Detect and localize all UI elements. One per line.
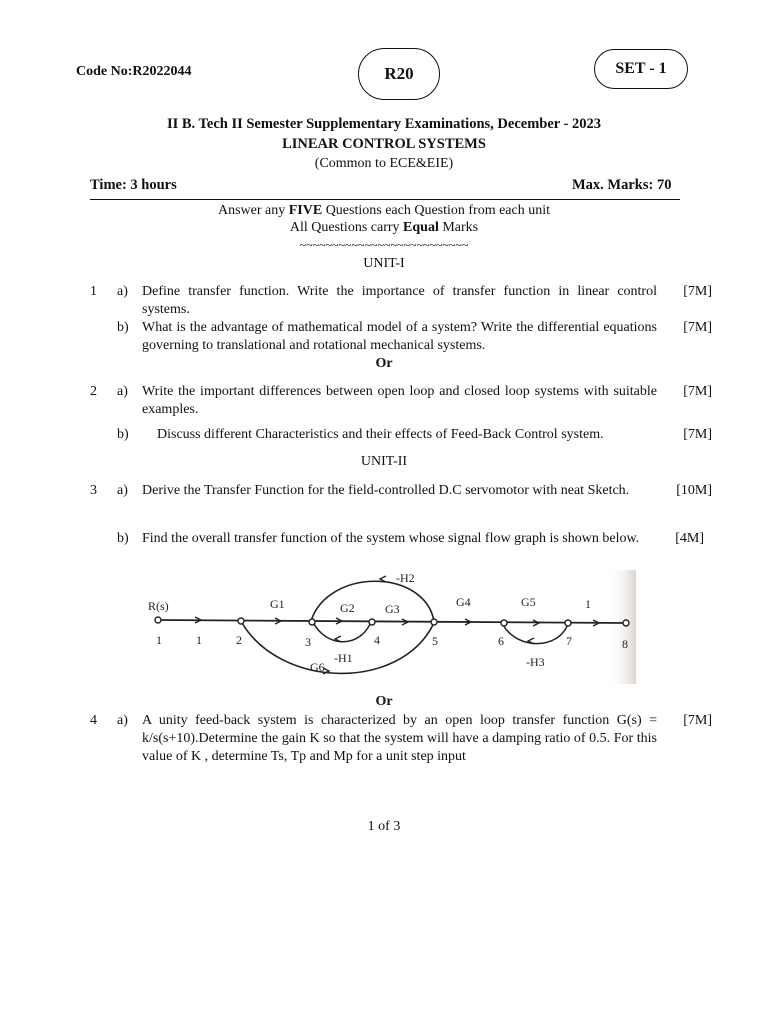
gain-label-g4: G4 — [456, 595, 471, 609]
separator-tildes: ~~~~~~~~~~~~~~~~~~~~~~~~~~ — [299, 238, 469, 252]
q4a-label: a) — [117, 713, 128, 728]
or-divider-1: Or — [375, 356, 393, 371]
node-3 — [309, 619, 315, 625]
max-marks: Max. Marks: 70 — [572, 177, 672, 193]
gain-label-g1: G1 — [270, 597, 285, 611]
q2b-text: Discuss different Characteristics and their effects of Feed-Back Control system. — [157, 427, 604, 442]
q4a-text: A unity feed-back system is characterized by an open loop transfer function G(s) = k/s(s+10).Determine the gain K so that the system will have a damping ratio of 0.5. For this value of K , determine Ts, Tp and Mp for a unit step input — [142, 713, 657, 764]
page-number: 1 of 3 — [367, 819, 401, 834]
regulation-badge — [358, 48, 440, 100]
unit-1-heading: UNIT-I — [363, 256, 405, 271]
gain-label-1: 1 — [196, 633, 202, 647]
q1b-marks: [7M] — [683, 320, 712, 335]
paper-code: Code No:R2022044 — [76, 64, 192, 79]
q2b-label: b) — [117, 427, 129, 442]
node-4 — [369, 619, 375, 625]
node-label-5: 5 — [432, 634, 438, 648]
set-label: SET - 1 — [615, 60, 667, 77]
q1a-marks: [7M] — [683, 284, 712, 299]
node-label-7: 7 — [566, 634, 572, 648]
header-divider — [90, 199, 680, 200]
subject-title: LINEAR CONTROL SYSTEMS — [282, 136, 486, 152]
forward-path-line — [158, 620, 626, 623]
q3b-marks: [4M] — [675, 531, 704, 546]
node-label-2: 2 — [236, 633, 242, 647]
gain-label-g5: G5 — [521, 595, 536, 609]
unit-2-heading: UNIT-II — [360, 454, 408, 469]
node-label-4: 4 — [374, 633, 380, 647]
q3a-marks: [10M] — [676, 483, 712, 498]
regulation-label: R20 — [384, 64, 414, 83]
node-8 — [623, 620, 629, 626]
node-label-3: 3 — [305, 635, 311, 649]
node-label-8: 8 — [622, 637, 628, 651]
scan-shading — [608, 570, 636, 684]
node-7 — [565, 620, 571, 626]
set-badge — [594, 49, 688, 89]
exam-title: II B. Tech II Semester Supplementary Examinations, December - 2023 — [166, 116, 602, 132]
q3a-text: Derive the Transfer Function for the field-controlled D.C servomotor with neat Sketch. — [142, 483, 630, 498]
instruction-1c: Questions each Question from each unit — [322, 203, 551, 218]
instruction-2-emphasis: Equal — [403, 220, 439, 235]
q3-number: 3 — [90, 483, 97, 498]
gain-label-g6: G6 — [310, 660, 325, 674]
signal-flow-graph — [138, 568, 636, 686]
gain-label-h2: -H2 — [396, 571, 415, 585]
q4a-marks: [7M] — [683, 713, 712, 728]
node-1 — [155, 617, 161, 623]
node-6 — [501, 620, 507, 626]
gain-label-h3: -H3 — [526, 655, 545, 669]
q2-number: 2 — [90, 384, 97, 399]
instruction-2a: All Questions carry — [289, 220, 404, 235]
gain-label-out: 1 — [585, 597, 591, 611]
node-label-1: 1 — [156, 633, 162, 647]
gain-label-g3: G3 — [385, 602, 400, 616]
q1-number: 1 — [90, 284, 97, 299]
q3b-label: b) — [117, 531, 129, 546]
q3b-text: Find the overall transfer function of the system whose signal flow graph is shown below. — [142, 531, 640, 546]
q2a-text: Write the important differences between open loop and closed loop systems with suitable examples. — [142, 384, 657, 417]
feedback-path-h2 — [311, 581, 434, 621]
q1a-label: a) — [117, 284, 128, 299]
or-divider-2: Or — [375, 694, 393, 709]
node-5 — [431, 619, 437, 625]
node-label-6: 6 — [498, 634, 504, 648]
bypass-path-g6 — [241, 621, 434, 673]
instruction-2c: Marks — [438, 220, 479, 235]
q1b-text: What is the advantage of mathematical model of a system? Write the differential equations governing to translational and rotational mechanical systems. — [142, 320, 657, 353]
q2a-label: a) — [117, 384, 128, 399]
q3a-label: a) — [117, 483, 128, 498]
instruction-1-emphasis: FIVE — [288, 203, 323, 218]
q2a-marks: [7M] — [683, 384, 712, 399]
input-label: R(s) — [148, 599, 169, 613]
q2b-marks: [7M] — [683, 427, 712, 442]
feedback-path-h3 — [503, 624, 568, 644]
exam-duration: Time: 3 hours — [90, 177, 177, 193]
gain-label-g2: G2 — [340, 601, 355, 615]
instruction-1a: Answer any — [217, 203, 289, 218]
q1b-label: b) — [117, 320, 129, 335]
q4-number: 4 — [90, 713, 97, 728]
instruction-line-2 — [0, 220, 768, 236]
gain-label-h1: -H1 — [334, 651, 353, 665]
node-2 — [238, 618, 244, 624]
feedback-path-h1 — [314, 622, 371, 642]
common-note: (Common to ECE&EIE) — [314, 156, 454, 171]
q1a-text: Define transfer function. Write the importance of transfer function in linear control systems. — [142, 284, 657, 317]
instruction-line-1 — [0, 203, 768, 219]
